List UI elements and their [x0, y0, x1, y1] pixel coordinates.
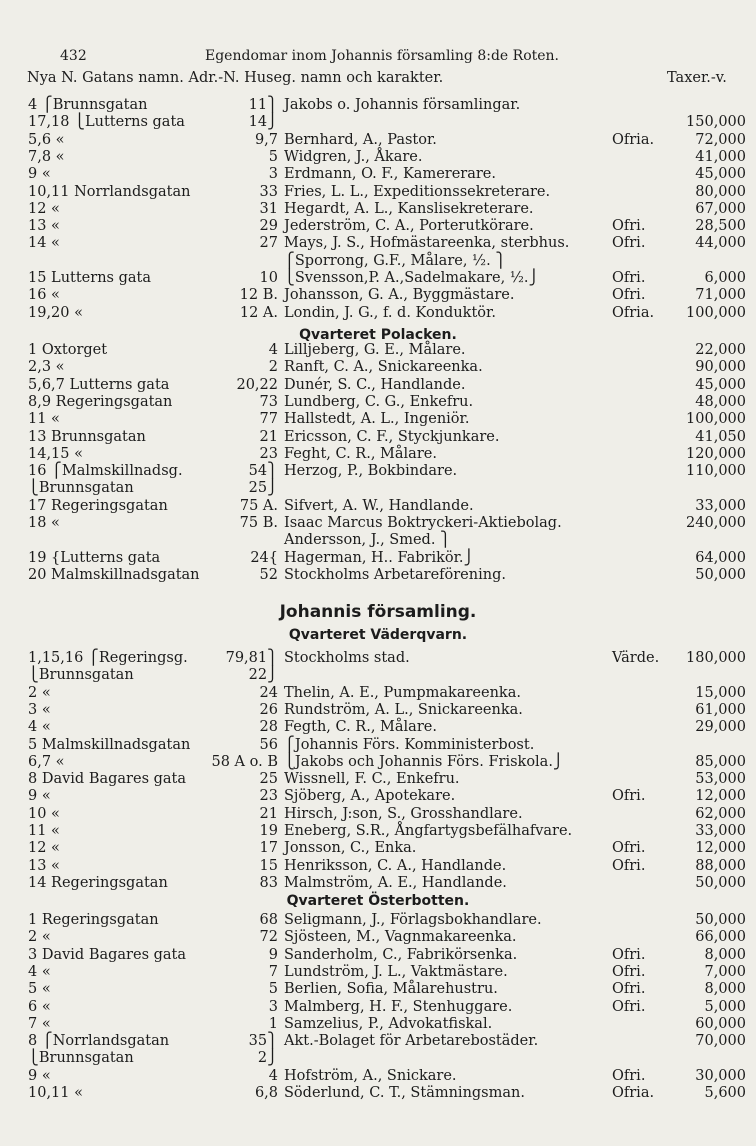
address-cell: ⎩Brunnsgatan [28, 480, 134, 497]
address-cell: ⎩Brunnsgatan [28, 667, 134, 684]
address-cell: 4 « [28, 963, 51, 980]
address-cell: 16 « [28, 287, 60, 304]
table-row [0, 1033, 756, 1050]
value-cell: 33,000 [695, 497, 746, 514]
address-cell: 9 « [28, 166, 51, 183]
value-cell: 29,000 [695, 719, 746, 736]
table-row [0, 719, 756, 736]
table-row [0, 875, 756, 892]
address-cell: 3 David Bagares gata [28, 946, 187, 963]
number-cell: 29 [259, 218, 278, 235]
number-cell: 52 [259, 566, 278, 583]
address-cell: 5,6,7 Lutterns gata [28, 376, 170, 393]
owner-cell: Fries, L. L., Expeditionssekreterare. [284, 183, 551, 200]
table-row [0, 218, 756, 235]
value-cell: 100,000 [686, 304, 746, 321]
note-cell: Värde. [612, 650, 660, 666]
number-cell: 21 [259, 428, 278, 445]
value-cell: 28,500 [695, 218, 746, 235]
owner-cell: Hegardt, A. L., Kanslisekreterare. [284, 200, 534, 217]
value-cell: 12,000 [695, 840, 746, 857]
value-cell: 67,000 [695, 200, 746, 217]
number-cell: 4 [268, 342, 278, 358]
value-cell: 85,000 [695, 753, 746, 770]
value-cell: 33,000 [695, 823, 746, 839]
table-row [0, 806, 756, 823]
address-cell: 19,20 « [28, 304, 83, 321]
value-cell: 150,000 [686, 114, 746, 131]
owner-cell: Söderlund, C. T., Stämningsman. [284, 1085, 525, 1101]
number-cell: 23 [259, 445, 278, 462]
table-row [0, 377, 756, 394]
address-cell: 18 « [28, 515, 60, 531]
owner-cell: Bernhard, A., Pastor. [284, 131, 437, 148]
number-cell: 12 B. [239, 287, 278, 304]
address-cell: 1 Regeringsgatan [28, 912, 159, 928]
number-cell: 28 [259, 719, 278, 736]
owner-cell: Rundström, A. L., Snickareenka. [284, 701, 523, 718]
address-cell: 2,3 « [28, 359, 65, 376]
table-row [0, 550, 756, 567]
number-cell: 4 [268, 1067, 278, 1084]
note-cell: Ofri. [612, 1067, 646, 1084]
table-row [0, 981, 756, 998]
address-cell: 14 Regeringsgatan [28, 874, 168, 891]
table-row [0, 342, 756, 359]
table-row [0, 929, 756, 946]
owner-cell: ⎩Jakobs och Johannis Förs. Friskola.⎭ [284, 753, 564, 770]
address-cell: 5,6 « [28, 131, 65, 148]
owner-cell: Sifvert, A. W., Handlande. [284, 497, 474, 514]
number-cell: 26 [259, 701, 278, 718]
value-cell: 22,000 [695, 342, 746, 358]
owner-cell: Thelin, A. E., Pumpmakareenka. [284, 684, 521, 701]
table-row [0, 823, 756, 840]
owner-cell: Lundberg, C. G., Enkefru. [284, 393, 474, 410]
number-cell: 20,22 [236, 376, 278, 393]
number-cell: 3 [268, 998, 278, 1015]
number-cell: 2 [268, 359, 278, 376]
note-cell: Ofri. [612, 287, 646, 304]
column-header-right: Taxer.-v. [667, 70, 727, 86]
value-cell: 45,000 [695, 166, 746, 183]
value-cell: 62,000 [695, 805, 746, 822]
number-cell: 54⎫ [248, 463, 278, 480]
number-cell: 9,7 [254, 131, 278, 148]
page-number: 432 [60, 48, 87, 64]
owner-cell: Andersson, J., Smed. ⎫ [284, 532, 451, 549]
address-cell: 10 « [28, 805, 60, 822]
address-cell: 4 ⎧Brunnsgatan [28, 97, 148, 113]
number-cell: 5 [268, 981, 278, 998]
table-row [0, 567, 756, 584]
table-row [0, 498, 756, 515]
address-cell: 20 Malmskillnadsgatan [28, 566, 200, 583]
owner-cell: Hagerman, H.. Fabrikör.⎭ [284, 549, 475, 566]
value-cell: 80,000 [695, 183, 746, 200]
address-cell: 6,7 « [28, 753, 65, 770]
number-cell: 33 [259, 183, 278, 200]
value-cell: 100,000 [686, 411, 746, 428]
table-row [0, 1016, 756, 1033]
owner-cell: Stockholms stad. [284, 650, 410, 666]
note-cell: Ofri. [612, 788, 646, 805]
section-heading-vaderqvarn: Qvarteret Väderqvarn. [288, 627, 468, 643]
table-row [0, 305, 756, 322]
table-row [0, 1068, 756, 1085]
number-cell: 35⎫ [248, 1033, 278, 1050]
address-cell: 12 « [28, 840, 60, 857]
address-cell: 2 « [28, 684, 51, 701]
table-row [0, 166, 756, 183]
address-cell: 9 « [28, 1067, 51, 1084]
owner-cell: Mays, J. S., Hofmästareenka, sterbhus. [284, 235, 570, 252]
owner-cell: ⎩Svensson,P. A.,Sadelmakare, ½.⎭ [284, 270, 540, 286]
address-cell: 14 « [28, 235, 60, 252]
address-cell: 13 « [28, 857, 60, 874]
table-row [0, 287, 756, 304]
number-cell: 23 [259, 788, 278, 805]
note-cell: Ofri. [612, 946, 646, 963]
number-cell: 75 A. [239, 497, 278, 514]
value-cell: 60,000 [695, 1015, 746, 1032]
number-cell: 5 [268, 148, 278, 165]
value-cell: 12,000 [695, 788, 746, 805]
section-heading-johannis: Johannis församling. [279, 602, 477, 622]
value-cell: 5,000 [704, 998, 746, 1015]
address-cell: 4 « [28, 719, 51, 736]
owner-cell: Malmberg, H. F., Stenhuggare. [284, 998, 513, 1015]
table-row [0, 201, 756, 218]
note-cell: Ofria. [612, 1085, 655, 1101]
note-cell: Ofri. [612, 270, 646, 286]
owner-cell: Berlien, Sofia, Målarehustru. [284, 981, 498, 998]
value-cell: 8,000 [704, 946, 746, 963]
number-cell: 17 [259, 840, 278, 857]
owner-cell: Londin, J. G., f. d. Konduktör. [284, 304, 496, 321]
number-cell: 24 [259, 684, 278, 701]
owner-cell: Lundström, J. L., Vaktmästare. [284, 963, 508, 980]
value-cell: 71,000 [695, 287, 746, 304]
value-cell: 50,000 [695, 566, 746, 583]
owner-cell: Hirsch, J:son, S., Grosshandlare. [284, 805, 523, 822]
value-cell: 48,000 [695, 393, 746, 410]
address-cell: 1 Oxtorget [28, 342, 108, 358]
address-cell: 16 ⎧Malmskillnadsg. [28, 463, 183, 480]
owner-cell: Hallstedt, A. L., Ingeniör. [284, 411, 470, 428]
note-cell: Ofria. [612, 131, 655, 148]
table-row [0, 114, 756, 131]
table-row [0, 788, 756, 805]
number-cell: 25 [259, 771, 278, 788]
address-cell: 5 Malmskillnadsgatan [28, 736, 191, 753]
table-row [0, 754, 756, 771]
address-cell: 3 « [28, 701, 51, 718]
value-cell: 110,000 [686, 463, 746, 480]
owner-cell: Erdmann, O. F., Kamererare. [284, 166, 496, 183]
value-cell: 7,000 [704, 963, 746, 980]
number-cell: 72 [259, 929, 278, 946]
page-header [0, 48, 756, 68]
number-cell: 2⎭ [257, 1050, 278, 1067]
number-cell: 14⎭ [248, 114, 278, 131]
table-row [0, 858, 756, 875]
value-cell: 41,050 [695, 428, 746, 445]
address-cell: 6 « [28, 998, 51, 1015]
owner-cell: Seligmann, J., Förlagsbokhandlare. [284, 912, 542, 928]
owner-cell: Fegth, C. R., Målare. [284, 719, 437, 736]
value-cell: 6,000 [704, 270, 746, 286]
value-cell: 50,000 [695, 874, 746, 891]
note-cell: Ofri. [612, 981, 646, 998]
address-cell: 2 « [28, 929, 51, 946]
table-row [0, 650, 756, 667]
address-cell: 9 « [28, 788, 51, 805]
table-row [0, 1085, 756, 1102]
table-row [0, 446, 756, 463]
owner-cell: Johansson, G. A., Byggmästare. [284, 287, 515, 304]
number-cell: 22⎭ [248, 667, 278, 684]
value-cell: 41,000 [695, 148, 746, 165]
owner-cell: Herzog, P., Bokbindare. [284, 463, 458, 480]
value-cell: 15,000 [695, 684, 746, 701]
table-row [0, 429, 756, 446]
table-row [0, 702, 756, 719]
owner-cell: Henriksson, C. A., Handlande. [284, 857, 507, 874]
value-cell: 30,000 [695, 1067, 746, 1084]
number-cell: 56 [259, 736, 278, 753]
table-row [0, 149, 756, 166]
address-cell: 1,15,16 ⎧Regeringsg. [28, 650, 188, 666]
note-cell: Ofri. [612, 998, 646, 1015]
table-row [0, 394, 756, 411]
address-cell: 5 « [28, 981, 51, 998]
owner-cell: ⎧Johannis Förs. Komministerbost. [284, 736, 535, 753]
value-cell: 5,600 [704, 1085, 746, 1101]
address-cell: 12 « [28, 200, 60, 217]
value-cell: 50,000 [695, 912, 746, 928]
owner-cell: ⎧Sporrong, G.F., Målare, ½. ⎫ [284, 252, 507, 269]
address-cell: 8 David Bagares gata [28, 771, 187, 788]
table-row [0, 515, 756, 532]
address-cell: ⎩Brunnsgatan [28, 1050, 134, 1067]
owner-cell: Jederström, C. A., Porterutkörare. [284, 218, 534, 235]
value-cell: 53,000 [695, 771, 746, 788]
number-cell: 24{ [250, 549, 278, 566]
number-cell: 31 [259, 200, 278, 217]
note-cell: Ofri. [612, 840, 646, 857]
owner-cell: Sjöberg, A., Apotekare. [284, 788, 456, 805]
note-cell: Ofri. [612, 235, 646, 252]
value-cell: 180,000 [686, 650, 746, 666]
value-cell: 8,000 [704, 981, 746, 998]
value-cell: 72,000 [695, 131, 746, 148]
owner-cell: Dunér, S. C., Handlande. [284, 376, 466, 393]
table-row [0, 685, 756, 702]
table-row [0, 771, 756, 788]
value-cell: 61,000 [695, 701, 746, 718]
table-row [0, 253, 756, 270]
owner-cell: Stockholms Arbetareförening. [284, 566, 506, 583]
number-cell: 58 A o. B [211, 753, 278, 770]
number-cell: 15 [259, 857, 278, 874]
address-cell: 17,18 ⎩Lutterns gata [28, 114, 185, 131]
table-row [0, 532, 756, 549]
number-cell: 10 [259, 270, 278, 286]
value-cell: 120,000 [686, 445, 746, 462]
table-row [0, 840, 756, 857]
note-cell: Ofri. [612, 218, 646, 235]
page-title: Egendomar inom Johannis församling 8:de Roten. [205, 48, 559, 64]
address-cell: 11 « [28, 823, 60, 839]
owner-cell: Feght, C. R., Målare. [284, 445, 437, 462]
number-cell: 68 [259, 912, 278, 928]
address-cell: 7,8 « [28, 148, 65, 165]
owner-cell: Akt.-Bolaget för Arbetarebostäder. [284, 1033, 539, 1050]
address-cell: 11 « [28, 411, 60, 428]
note-cell: Ofri. [612, 857, 646, 874]
number-cell: 7 [268, 963, 278, 980]
table-row [0, 411, 756, 428]
number-cell: 6,8 [254, 1085, 278, 1101]
owner-cell: Isaac Marcus Boktryckeri-Aktiebolag. [284, 515, 562, 531]
table-row [0, 235, 756, 252]
table-row [0, 964, 756, 981]
owner-cell: Eneberg, S.R., Ångfartygsbefälhafvare. [284, 823, 573, 839]
value-cell: 66,000 [695, 929, 746, 946]
column-headers [27, 70, 747, 88]
note-cell: Ofria. [612, 304, 655, 321]
number-cell: 73 [259, 393, 278, 410]
value-cell: 70,000 [695, 1033, 746, 1050]
table-row [0, 270, 756, 287]
note-cell: Ofri. [612, 963, 646, 980]
table-row [0, 184, 756, 201]
number-cell: 77 [259, 411, 278, 428]
value-cell: 44,000 [695, 235, 746, 252]
table-row [0, 667, 756, 684]
table-row [0, 1050, 756, 1067]
address-cell: 10,11 Norrlandsgatan [28, 183, 191, 200]
address-cell: 17 Regeringsgatan [28, 497, 168, 514]
table-row [0, 999, 756, 1016]
address-cell: 8 ⎧Norrlandsgatan [28, 1033, 170, 1050]
address-cell: 15 Lutterns gata [28, 270, 151, 286]
owner-cell: Sjösteen, M., Vagnmakareenka. [284, 929, 517, 946]
table-row [0, 97, 756, 114]
owner-cell: Ericsson, C. F., Styckjunkare. [284, 428, 500, 445]
owner-cell: Jakobs o. Johannis församlingar. [284, 97, 521, 113]
value-cell: 240,000 [686, 515, 746, 531]
owner-cell: Samzelius, P., Advokatfiskal. [284, 1015, 493, 1032]
owner-cell: Hofström, A., Snickare. [284, 1067, 457, 1084]
owner-cell: Widgren, J., Åkare. [284, 148, 423, 165]
column-header-left: Nya N. Gatans namn. Adr.-N. Huseg. namn och karakter. [27, 70, 444, 86]
address-cell: 8,9 Regeringsgatan [28, 393, 173, 410]
number-cell: 3 [268, 166, 278, 183]
owner-cell: Sanderholm, C., Fabrikörsenka. [284, 946, 518, 963]
table-row [0, 737, 756, 754]
table-row [0, 947, 756, 964]
number-cell: 12 A. [239, 304, 278, 321]
number-cell: 9 [268, 946, 278, 963]
address-cell: 13 Brunnsgatan [28, 428, 146, 445]
address-cell: 19 {Lutterns gata [28, 549, 161, 566]
table-row [0, 132, 756, 149]
number-cell: 27 [259, 235, 278, 252]
number-cell: 1 [268, 1015, 278, 1032]
number-cell: 75 B. [239, 515, 278, 531]
owner-cell: Jonsson, C., Enka. [284, 840, 417, 857]
owner-cell: Wissnell, F. C., Enkefru. [284, 771, 460, 788]
owner-cell: Malmström, A. E., Handlande. [284, 874, 507, 891]
section-heading-osterbotten: Qvarteret Österbotten. [286, 893, 470, 909]
number-cell: 21 [259, 805, 278, 822]
address-cell: 13 « [28, 218, 60, 235]
table-row [0, 359, 756, 376]
address-cell: 14,15 « [28, 445, 83, 462]
value-cell: 90,000 [695, 359, 746, 376]
value-cell: 45,000 [695, 376, 746, 393]
owner-cell: Ranft, C. A., Snickareenka. [284, 359, 483, 376]
value-cell: 88,000 [695, 857, 746, 874]
owner-cell: Lilljeberg, G. E., Målare. [284, 342, 466, 358]
number-cell: 25⎭ [248, 480, 278, 497]
table-row [0, 912, 756, 929]
number-cell: 11⎫ [248, 97, 278, 113]
table-row [0, 480, 756, 497]
address-cell: 7 « [28, 1015, 51, 1032]
value-cell: 64,000 [695, 549, 746, 566]
number-cell: 83 [259, 874, 278, 891]
number-cell: 79,81⎫ [225, 650, 278, 666]
address-cell: 10,11 « [28, 1085, 83, 1101]
section-heading-polacken: Qvarteret Polacken. [299, 327, 457, 343]
table-row [0, 463, 756, 480]
number-cell: 19 [259, 823, 278, 839]
